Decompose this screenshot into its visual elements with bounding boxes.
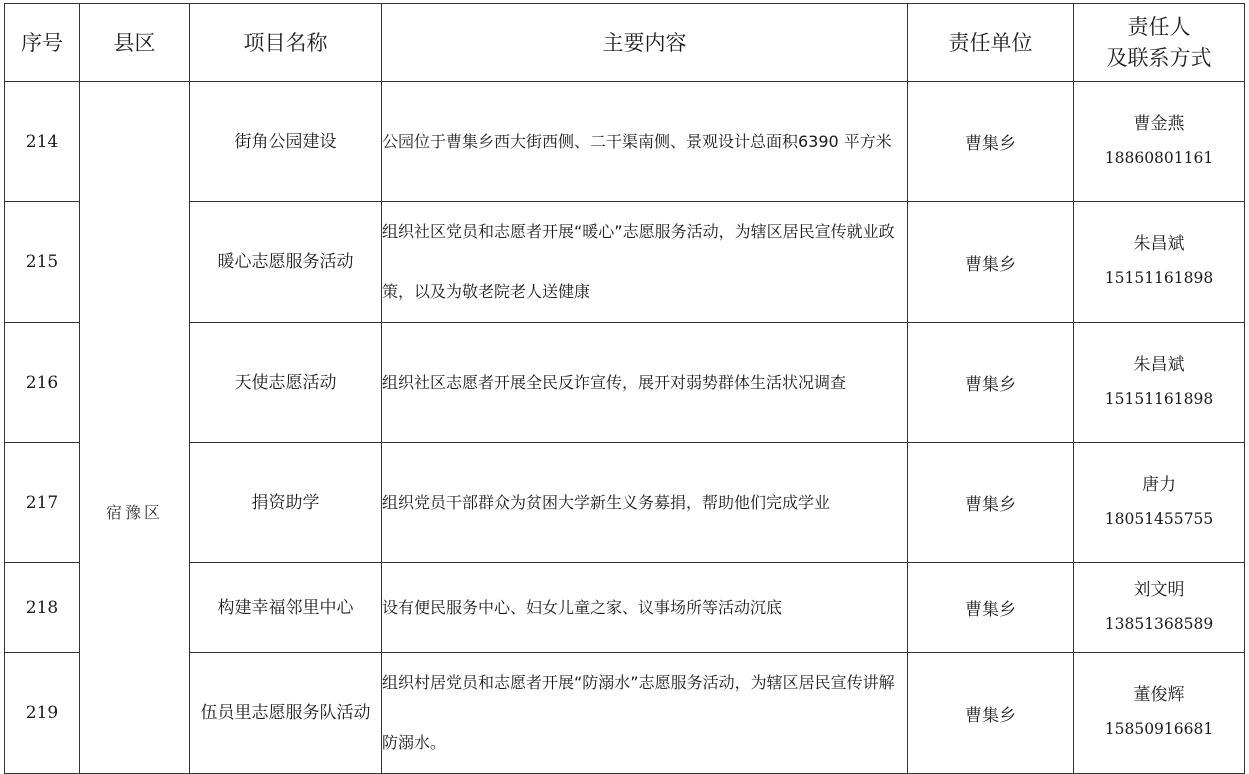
row-number: 218 xyxy=(5,563,80,653)
contact-person: 朱昌斌 xyxy=(1133,354,1185,375)
responsible-unit: 曹集乡 xyxy=(908,653,1074,774)
header-project-name: 项目名称 xyxy=(190,4,382,82)
contact-phone: 15151161898 xyxy=(1104,389,1214,408)
contact-person: 刘文明 xyxy=(1133,579,1185,600)
main-content: 组织社区志愿者开展全民反诈宣传，展开对弱势群体生活状况调查 xyxy=(382,323,908,443)
main-content: 设有便民服务中心、妇女儿童之家、议事场所等活动沉底 xyxy=(382,563,908,653)
project-name: 捐资助学 xyxy=(190,443,382,563)
table-row xyxy=(5,202,1245,323)
county-label: 宿豫区 xyxy=(105,503,163,522)
table-row xyxy=(5,563,1245,653)
row-number: 215 xyxy=(5,202,80,323)
main-content: 组织村居党员和志愿者开展“防溺水”志愿服务活动，为辖区居民宣传讲解防溺水。 xyxy=(382,653,908,774)
project-name: 街角公园建设 xyxy=(190,82,382,202)
header-responsible-unit: 责任单位 xyxy=(908,4,1074,82)
project-name: 天使志愿活动 xyxy=(190,323,382,443)
project-name: 暖心志愿服务活动 xyxy=(190,202,382,323)
header-contact-line1: 责任人 xyxy=(1127,14,1191,39)
header-county: 县区 xyxy=(80,4,190,82)
contact-phone: 15850916681 xyxy=(1104,720,1214,738)
contact-cell xyxy=(1074,82,1245,202)
contact-phone: 18051455755 xyxy=(1104,509,1214,528)
row-number: 214 xyxy=(5,82,80,202)
header-contact xyxy=(1074,4,1245,82)
contact-person: 董俊辉 xyxy=(1133,685,1185,705)
contact-cell xyxy=(1074,323,1245,443)
project-name: 伍员里志愿服务队活动 xyxy=(190,653,382,774)
table-row xyxy=(5,323,1245,443)
contact-phone: 13851368589 xyxy=(1104,614,1214,633)
header-contact-line2: 及联系方式 xyxy=(1106,45,1212,70)
county-cell xyxy=(80,82,190,774)
contact-cell xyxy=(1074,443,1245,563)
contact-person: 朱昌斌 xyxy=(1133,234,1185,254)
responsible-unit: 曹集乡 xyxy=(908,443,1074,563)
responsible-unit: 曹集乡 xyxy=(908,323,1074,443)
main-content: 组织社区党员和志愿者开展“暖心”志愿服务活动，为辖区居民宣传就业政策，以及为敬老院老人送健康 xyxy=(382,202,908,323)
contact-cell xyxy=(1074,202,1245,323)
contact-person: 曹金燕 xyxy=(1133,113,1185,134)
contact-cell xyxy=(1074,653,1245,774)
row-number: 217 xyxy=(5,443,80,563)
contact-phone: 18860801161 xyxy=(1104,148,1214,167)
responsible-unit: 曹集乡 xyxy=(908,563,1074,653)
header-index: 序号 xyxy=(5,4,80,82)
responsible-unit: 曹集乡 xyxy=(908,202,1074,323)
header-main-content: 主要内容 xyxy=(382,4,908,82)
table-row xyxy=(5,82,1245,202)
contact-phone: 15151161898 xyxy=(1104,269,1214,287)
header-row xyxy=(5,4,1245,82)
main-content: 组织党员干部群众为贫困大学新生义务募捐，帮助他们完成学业 xyxy=(382,443,908,563)
project-table xyxy=(4,3,1245,774)
contact-cell xyxy=(1074,563,1245,653)
responsible-unit: 曹集乡 xyxy=(908,82,1074,202)
contact-person: 唐力 xyxy=(1142,474,1176,495)
main-content: 公园位于曹集乡西大街西侧、二干渠南侧、景观设计总面积6390 平方米 xyxy=(382,82,908,202)
table-row xyxy=(5,443,1245,563)
row-number: 219 xyxy=(5,653,80,774)
row-number: 216 xyxy=(5,323,80,443)
table-row xyxy=(5,653,1245,774)
project-name: 构建幸福邻里中心 xyxy=(190,563,382,653)
